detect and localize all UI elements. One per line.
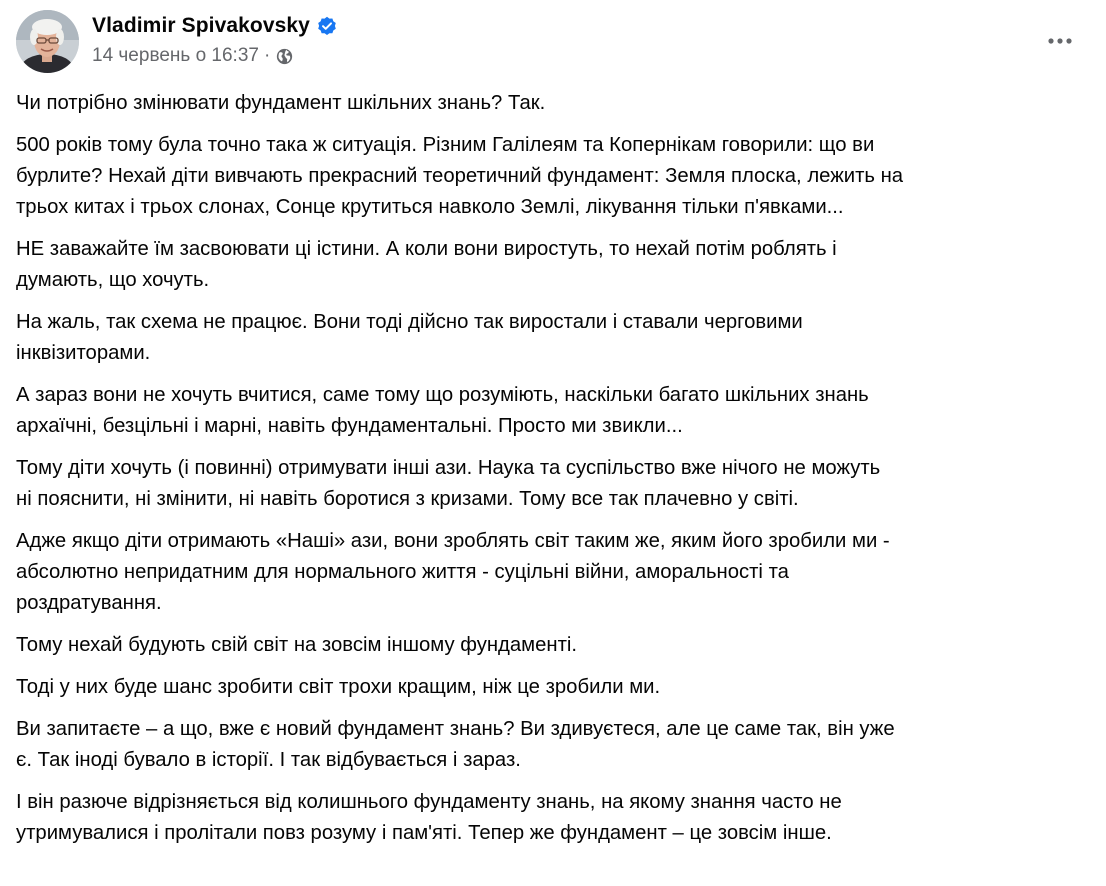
more-options-button[interactable] <box>1040 28 1080 54</box>
paragraph-line: Адже якщо діти отримають «Наші» ази, вони зроблять світ таким же, яким його зробили ми - <box>16 530 890 552</box>
post-paragraph <box>16 453 1094 515</box>
paragraph-line: На жаль, так схема не працює. Вони тоді дійсно так виростали і ставали черговими <box>16 311 803 333</box>
paragraph-line: думають, що хочуть. <box>16 269 210 291</box>
globe-icon[interactable] <box>276 48 293 65</box>
paragraph-line: ні пояснити, ні змінити, ні навіть боротися з кризами. Тому все так плачевно у світі. <box>16 488 799 510</box>
paragraph-line: Тоді у них буде шанс зробити світ трохи кращим, ніж це зробили ми. <box>16 676 661 698</box>
paragraph-line: архаїчні, безцільні і марні, навіть фундаментальні. Просто ми звикли... <box>16 415 683 437</box>
avatar-image <box>16 10 79 73</box>
post-paragraph <box>16 380 1094 442</box>
post-paragraph <box>16 714 1094 776</box>
post-paragraph <box>16 130 1094 223</box>
paragraph-line: НЕ заважайте їм засвоювати ці істини. А коли вони виростуть, то нехай потім роблять і <box>16 238 837 260</box>
post-body-text <box>16 88 1094 860</box>
paragraph-line: 500 років тому була точно така ж ситуація. Різним Галілеям та Копернікам говорили: що ви <box>16 134 875 156</box>
post-paragraph <box>16 526 1094 619</box>
post-paragraph <box>16 88 1094 119</box>
post-paragraph <box>16 630 1094 661</box>
paragraph-line: трьох китах і трьох слонах, Сонце крутиться навколо Землі, лікування тільки п'явками... <box>16 196 844 218</box>
paragraph-line: Тому нехай будують свій світ на зовсім іншому фундаменті. <box>16 634 578 656</box>
paragraph-line: Чи потрібно змінювати фундамент шкільних знань? Так. <box>16 92 546 114</box>
paragraph-line: утримувалися і пролітали повз розуму і пам'яті. Тепер же фундамент – це зовсім інше. <box>16 822 832 844</box>
post-timestamp[interactable]: 14 червень о 16:37 <box>92 45 259 66</box>
paragraph-line: абсолютно непридатним для нормального життя - суцільні війни, аморальності та <box>16 561 789 583</box>
author-row <box>92 12 337 40</box>
paragraph-line: інквізиторами. <box>16 342 151 364</box>
ellipsis-icon <box>1047 37 1073 45</box>
paragraph-line: Тому діти хочуть (і повинні) отримувати інші ази. Наука та суспільство вже нічого не можуть <box>16 457 881 479</box>
post-paragraph <box>16 234 1094 296</box>
post-header <box>16 10 1090 76</box>
paragraph-line: роздратування. <box>16 592 162 614</box>
post-paragraph <box>16 787 1094 849</box>
paragraph-line: А зараз вони не хочуть вчитися, саме тому що розуміють, наскільки багато шкільних знань <box>16 384 869 406</box>
post-meta <box>92 44 293 68</box>
paragraph-line: бурлите? Нехай діти вивчають прекрасний теоретичний фундамент: Земля плоска, лежить на <box>16 165 904 187</box>
post-paragraph <box>16 307 1094 369</box>
paragraph-line: Ви запитаєте – а що, вже є новий фундамент знань? Ви здивуєтеся, але це саме так, він уже <box>16 718 895 740</box>
paragraph-line: І він разюче відрізняється від колишнього фундаменту знань, на якому знання часто не <box>16 791 842 813</box>
meta-separator: · <box>263 45 271 66</box>
paragraph-line: є. Так іноді бувало в історії. І так відбувається і зараз. <box>16 749 521 771</box>
author-avatar[interactable] <box>16 10 79 73</box>
post-paragraph <box>16 672 1094 703</box>
author-name[interactable]: Vladimir Spivakovsky <box>92 14 310 37</box>
verified-badge-icon <box>317 16 337 36</box>
